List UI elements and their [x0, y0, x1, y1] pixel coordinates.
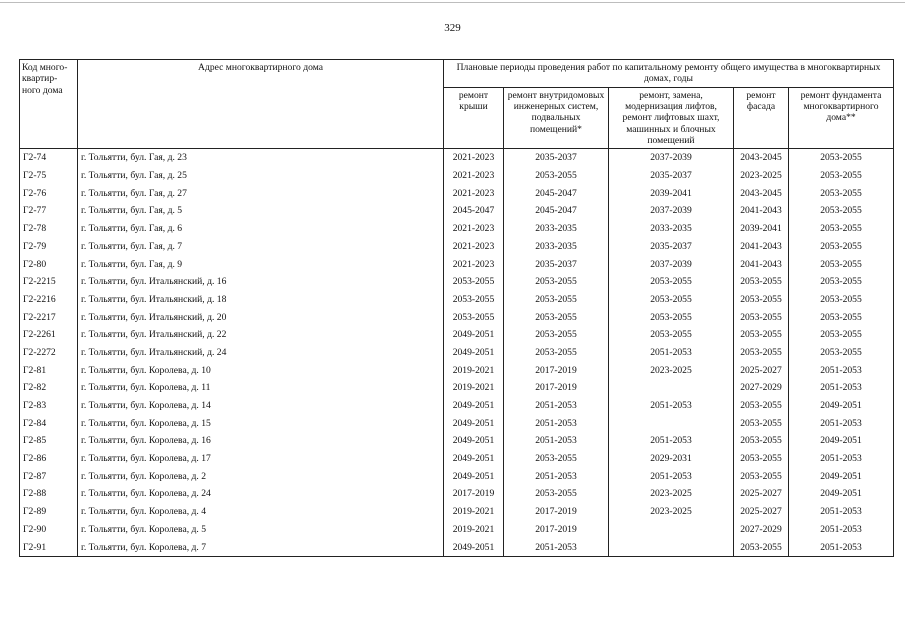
table-row	[20, 485, 894, 503]
cell-lifts: 2037-2039	[609, 149, 734, 167]
capital-repair-table	[19, 59, 894, 557]
cell-roof: 2017-2019	[444, 485, 504, 503]
cell-facade: 2025-2027	[734, 503, 789, 521]
cell-code: Г2-83	[20, 397, 78, 415]
header-systems: ремонт внутридомовых инженерных систем, подвальных помещений*	[504, 87, 609, 149]
cell-roof: 2019-2021	[444, 521, 504, 539]
cell-facade: 2043-2045	[734, 149, 789, 167]
cell-address: г. Тольятти, бул. Итальянский, д. 18	[78, 291, 444, 309]
cell-systems: 2053-2055	[504, 291, 609, 309]
cell-address: г. Тольятти, бул. Королева, д. 24	[78, 485, 444, 503]
header-code: Код много-квартир-ного дома	[20, 60, 78, 149]
cell-facade: 2027-2029	[734, 521, 789, 539]
cell-code: Г2-78	[20, 220, 78, 238]
cell-roof: 2049-2051	[444, 432, 504, 450]
cell-roof: 2021-2023	[444, 238, 504, 256]
cell-facade: 2053-2055	[734, 415, 789, 433]
cell-facade: 2053-2055	[734, 538, 789, 556]
cell-foundation: 2053-2055	[789, 167, 894, 185]
cell-code: Г2-2216	[20, 291, 78, 309]
table-row	[20, 273, 894, 291]
cell-facade: 2053-2055	[734, 450, 789, 468]
cell-address: г. Тольятти, бул. Королева, д. 10	[78, 361, 444, 379]
cell-foundation: 2053-2055	[789, 308, 894, 326]
cell-lifts	[609, 521, 734, 539]
cell-systems: 2033-2035	[504, 238, 609, 256]
table-row	[20, 415, 894, 433]
cell-foundation: 2049-2051	[789, 432, 894, 450]
cell-code: Г2-75	[20, 167, 78, 185]
cell-foundation: 2053-2055	[789, 344, 894, 362]
cell-address: г. Тольятти, бул. Итальянский, д. 22	[78, 326, 444, 344]
cell-address: г. Тольятти, бул. Королева, д. 17	[78, 450, 444, 468]
table-row	[20, 238, 894, 256]
cell-lifts: 2023-2025	[609, 485, 734, 503]
cell-foundation: 2053-2055	[789, 149, 894, 167]
cell-roof: 2045-2047	[444, 202, 504, 220]
cell-systems: 2033-2035	[504, 220, 609, 238]
cell-code: Г2-84	[20, 415, 78, 433]
cell-facade: 2053-2055	[734, 344, 789, 362]
cell-foundation: 2053-2055	[789, 326, 894, 344]
cell-lifts: 2051-2053	[609, 468, 734, 486]
header-address: Адрес многоквартирного дома	[78, 60, 444, 149]
cell-roof: 2021-2023	[444, 220, 504, 238]
cell-roof: 2049-2051	[444, 344, 504, 362]
page-top-rule	[0, 2, 905, 3]
cell-lifts	[609, 379, 734, 397]
cell-lifts: 2033-2035	[609, 220, 734, 238]
cell-code: Г2-90	[20, 521, 78, 539]
cell-code: Г2-89	[20, 503, 78, 521]
cell-systems: 2051-2053	[504, 538, 609, 556]
cell-lifts: 2035-2037	[609, 238, 734, 256]
cell-lifts: 2035-2037	[609, 167, 734, 185]
cell-roof: 2049-2051	[444, 326, 504, 344]
cell-code: Г2-82	[20, 379, 78, 397]
cell-systems: 2053-2055	[504, 273, 609, 291]
cell-lifts: 2051-2053	[609, 397, 734, 415]
cell-foundation: 2053-2055	[789, 202, 894, 220]
table-body	[20, 149, 894, 557]
cell-roof: 2049-2051	[444, 397, 504, 415]
cell-roof: 2053-2055	[444, 308, 504, 326]
cell-systems: 2053-2055	[504, 344, 609, 362]
cell-roof: 2021-2023	[444, 167, 504, 185]
cell-code: Г2-2261	[20, 326, 78, 344]
header-foundation: ремонт фундамента многоквартирного дома**	[789, 87, 894, 149]
table-row	[20, 344, 894, 362]
cell-code: Г2-87	[20, 468, 78, 486]
cell-lifts: 2037-2039	[609, 255, 734, 273]
table-row	[20, 255, 894, 273]
cell-roof: 2049-2051	[444, 450, 504, 468]
cell-foundation: 2053-2055	[789, 291, 894, 309]
cell-systems: 2045-2047	[504, 185, 609, 203]
cell-address: г. Тольятти, бул. Итальянский, д. 24	[78, 344, 444, 362]
page-number: 329	[444, 22, 461, 34]
cell-facade: 2041-2043	[734, 202, 789, 220]
cell-lifts: 2053-2055	[609, 291, 734, 309]
cell-lifts	[609, 538, 734, 556]
table-row	[20, 521, 894, 539]
cell-facade: 2039-2041	[734, 220, 789, 238]
cell-foundation: 2053-2055	[789, 273, 894, 291]
cell-facade: 2053-2055	[734, 432, 789, 450]
cell-lifts: 2051-2053	[609, 432, 734, 450]
cell-lifts: 2023-2025	[609, 503, 734, 521]
cell-facade: 2053-2055	[734, 273, 789, 291]
cell-roof: 2053-2055	[444, 291, 504, 309]
cell-lifts: 2053-2055	[609, 308, 734, 326]
cell-foundation: 2053-2055	[789, 255, 894, 273]
cell-systems: 2053-2055	[504, 450, 609, 468]
cell-roof: 2019-2021	[444, 361, 504, 379]
table-row	[20, 379, 894, 397]
cell-foundation: 2051-2053	[789, 379, 894, 397]
cell-facade: 2053-2055	[734, 308, 789, 326]
cell-address: г. Тольятти, бул. Гая, д. 5	[78, 202, 444, 220]
cell-systems: 2051-2053	[504, 397, 609, 415]
cell-code: Г2-74	[20, 149, 78, 167]
cell-code: Г2-80	[20, 255, 78, 273]
cell-code: Г2-2272	[20, 344, 78, 362]
cell-foundation: 2051-2053	[789, 361, 894, 379]
cell-facade: 2053-2055	[734, 326, 789, 344]
cell-foundation: 2051-2053	[789, 450, 894, 468]
header-periods: Плановые периоды проведения работ по капитальному ремонту общего имущества в многоквартирных домах, годы	[444, 60, 894, 88]
cell-roof: 2053-2055	[444, 273, 504, 291]
table-row	[20, 185, 894, 203]
table-row	[20, 291, 894, 309]
cell-facade: 2027-2029	[734, 379, 789, 397]
cell-roof: 2021-2023	[444, 185, 504, 203]
cell-roof: 2019-2021	[444, 503, 504, 521]
cell-roof: 2019-2021	[444, 379, 504, 397]
cell-foundation: 2049-2051	[789, 468, 894, 486]
cell-systems: 2017-2019	[504, 521, 609, 539]
cell-systems: 2017-2019	[504, 379, 609, 397]
cell-facade: 2053-2055	[734, 468, 789, 486]
cell-lifts: 2053-2055	[609, 326, 734, 344]
cell-foundation: 2051-2053	[789, 538, 894, 556]
table-row	[20, 432, 894, 450]
cell-address: г. Тольятти, бул. Гая, д. 23	[78, 149, 444, 167]
cell-code: Г2-91	[20, 538, 78, 556]
cell-systems: 2053-2055	[504, 326, 609, 344]
cell-address: г. Тольятти, бул. Королева, д. 7	[78, 538, 444, 556]
cell-lifts: 2053-2055	[609, 273, 734, 291]
cell-code: Г2-2217	[20, 308, 78, 326]
cell-facade: 2023-2025	[734, 167, 789, 185]
cell-foundation: 2053-2055	[789, 185, 894, 203]
cell-address: г. Тольятти, бул. Королева, д. 15	[78, 415, 444, 433]
table-row	[20, 149, 894, 167]
cell-code: Г2-77	[20, 202, 78, 220]
cell-foundation: 2053-2055	[789, 238, 894, 256]
cell-address: г. Тольятти, бул. Королева, д. 2	[78, 468, 444, 486]
cell-address: г. Тольятти, бул. Гая, д. 6	[78, 220, 444, 238]
cell-lifts	[609, 415, 734, 433]
table-row	[20, 308, 894, 326]
cell-lifts: 2051-2053	[609, 344, 734, 362]
cell-systems: 2017-2019	[504, 503, 609, 521]
cell-systems: 2051-2053	[504, 415, 609, 433]
table-row	[20, 468, 894, 486]
table-row	[20, 397, 894, 415]
cell-lifts: 2029-2031	[609, 450, 734, 468]
cell-code: Г2-88	[20, 485, 78, 503]
cell-facade: 2053-2055	[734, 397, 789, 415]
cell-foundation: 2051-2053	[789, 503, 894, 521]
cell-lifts: 2023-2025	[609, 361, 734, 379]
cell-foundation: 2049-2051	[789, 397, 894, 415]
table-row	[20, 503, 894, 521]
cell-address: г. Тольятти, бул. Королева, д. 4	[78, 503, 444, 521]
cell-systems: 2035-2037	[504, 149, 609, 167]
cell-code: Г2-81	[20, 361, 78, 379]
cell-systems: 2017-2019	[504, 361, 609, 379]
header-lifts: ремонт, замена, модернизация лифтов, ремонт лифтовых шахт, машинных и блочных помещений	[609, 87, 734, 149]
cell-roof: 2049-2051	[444, 538, 504, 556]
cell-facade: 2043-2045	[734, 185, 789, 203]
cell-lifts: 2037-2039	[609, 202, 734, 220]
table-row	[20, 167, 894, 185]
cell-address: г. Тольятти, бул. Гая, д. 7	[78, 238, 444, 256]
cell-systems: 2053-2055	[504, 167, 609, 185]
cell-roof: 2049-2051	[444, 468, 504, 486]
cell-code: Г2-85	[20, 432, 78, 450]
cell-facade: 2025-2027	[734, 485, 789, 503]
cell-code: Г2-86	[20, 450, 78, 468]
table-row	[20, 538, 894, 556]
table-row	[20, 220, 894, 238]
cell-foundation: 2049-2051	[789, 485, 894, 503]
cell-systems: 2053-2055	[504, 485, 609, 503]
cell-systems: 2045-2047	[504, 202, 609, 220]
cell-address: г. Тольятти, бул. Королева, д. 16	[78, 432, 444, 450]
table-row	[20, 326, 894, 344]
cell-roof: 2021-2023	[444, 255, 504, 273]
cell-lifts: 2039-2041	[609, 185, 734, 203]
cell-address: г. Тольятти, бул. Итальянский, д. 20	[78, 308, 444, 326]
cell-systems: 2053-2055	[504, 308, 609, 326]
table-row	[20, 361, 894, 379]
header-facade: ремонт фасада	[734, 87, 789, 149]
header-roof: ремонт крыши	[444, 87, 504, 149]
cell-systems: 2051-2053	[504, 468, 609, 486]
cell-address: г. Тольятти, бул. Королева, д. 11	[78, 379, 444, 397]
cell-facade: 2025-2027	[734, 361, 789, 379]
cell-foundation: 2051-2053	[789, 521, 894, 539]
table-row	[20, 202, 894, 220]
cell-address: г. Тольятти, бул. Гая, д. 9	[78, 255, 444, 273]
cell-systems: 2035-2037	[504, 255, 609, 273]
cell-roof: 2021-2023	[444, 149, 504, 167]
cell-address: г. Тольятти, бул. Гая, д. 25	[78, 167, 444, 185]
cell-address: г. Тольятти, бул. Итальянский, д. 16	[78, 273, 444, 291]
cell-code: Г2-79	[20, 238, 78, 256]
cell-address: г. Тольятти, бул. Гая, д. 27	[78, 185, 444, 203]
cell-foundation: 2053-2055	[789, 220, 894, 238]
table-row	[20, 450, 894, 468]
cell-roof: 2049-2051	[444, 415, 504, 433]
cell-code: Г2-76	[20, 185, 78, 203]
cell-foundation: 2051-2053	[789, 415, 894, 433]
cell-code: Г2-2215	[20, 273, 78, 291]
cell-address: г. Тольятти, бул. Королева, д. 5	[78, 521, 444, 539]
cell-facade: 2041-2043	[734, 238, 789, 256]
cell-facade: 2053-2055	[734, 291, 789, 309]
cell-address: г. Тольятти, бул. Королева, д. 14	[78, 397, 444, 415]
cell-systems: 2051-2053	[504, 432, 609, 450]
cell-facade: 2041-2043	[734, 255, 789, 273]
